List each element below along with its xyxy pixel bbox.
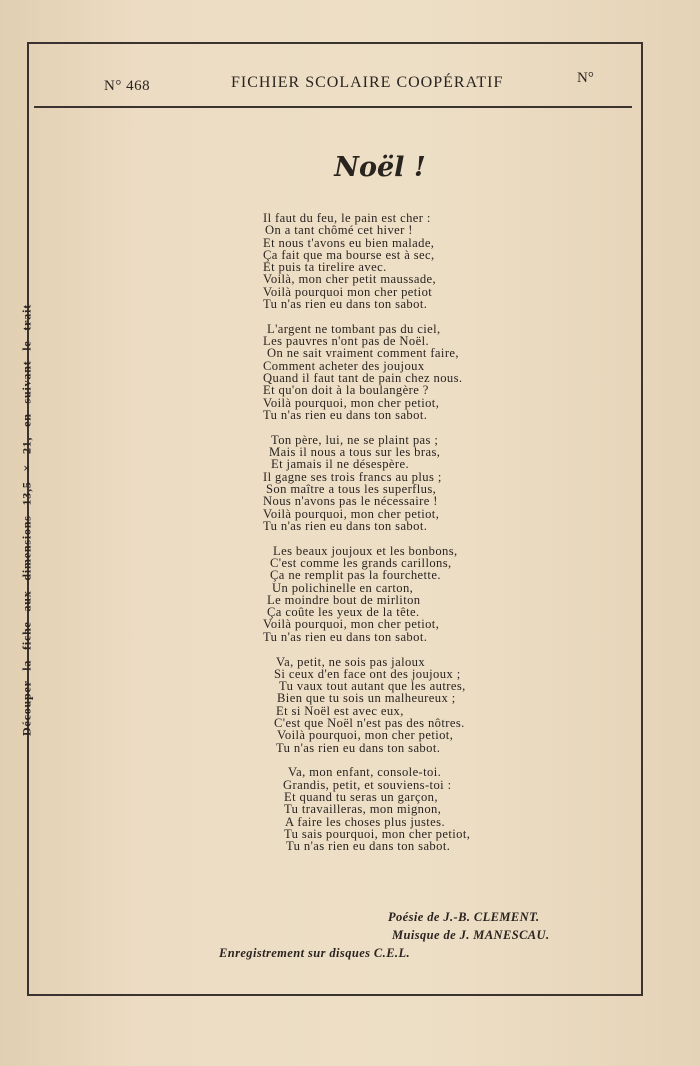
poem-line: Ça fait que ma bourse est à sec, [263,247,435,262]
poem-line: Tu vaux tout autant que les autres, [279,679,466,694]
poem-line: L'argent ne tombant pas du ciel, [267,321,441,336]
credits-block [388,908,550,944]
poem-line: Il faut du feu, le pain est cher : [263,211,431,225]
poem-line: Et qu'on doit à la boulangère ? [263,383,429,398]
poem-line: Un polichinelle en carton, [272,580,414,595]
poem-line: Comment acheter des joujoux [263,358,425,373]
poem-line: Et nous t'avons eu bien malade, [263,235,435,250]
poem-line: Ça ne remplit pas la fourchette. [270,568,441,583]
poem-line: Voilà, mon cher petit maussade, [263,272,437,287]
poem-line: Grandis, petit, et souviens-toi : [283,777,452,792]
poem-line: Tu n'as rien eu dans ton sabot. [263,407,428,422]
poem-line: Mais il nous a tous sur les bras, [269,445,441,460]
poem-line: Tu sais pourquoi, mon cher petiot, [284,826,471,841]
stanza [263,212,563,310]
poem-line: Ton père, lui, ne se plaint pas ; [271,432,439,447]
poem-line: Ça coûte les yeux de la tête. [267,605,420,620]
poem-line: C'est comme les grands carillons, [270,555,452,570]
poem-line: Tu n'as rien eu dans ton sabot. [263,629,428,644]
poem-line: Les beaux joujoux et les bonbons, [273,543,458,558]
poem-line: Voilà pourquoi, mon cher petiot, [263,395,440,410]
poem-line: C'est que Noël n'est pas des nôtres. [274,715,465,730]
poem-line: Bien que tu sois un malheureux ; [277,691,456,706]
poem-line: Tu n'as rien eu dans ton sabot. [286,839,451,854]
poem-line: Il gagne ses trois francs au plus ; [263,469,442,484]
poem-line: Et puis ta tirelire avec. [263,260,387,275]
stanza [263,434,563,532]
card-number: N° 468 [104,78,151,94]
cutting-instruction: Découper la fiche aux dimensions 13,5 × 21, en suivant le trait [19,303,34,737]
poem-line: Va, petit, ne sois pas jaloux [276,654,426,669]
stanza [263,545,563,643]
stanza [263,323,563,421]
poem-line: Tu n'as rien eu dans ton sabot. [263,297,428,312]
poem-line: Le moindre bout de mirliton [267,592,421,607]
poem-line: Son maître a tous les superflus, [266,481,437,496]
poem-line: Voilà pourquoi mon cher petiot [263,284,433,299]
poem-line: Les pauvres n'ont pas de Noël. [263,334,430,349]
poem-line: Voilà pourquoi, mon cher petiot, [277,728,454,743]
poem-line: Quand il faut tant de pain chez nous. [263,371,463,386]
poem-line: On a tant chômé cet hiver ! [265,223,413,238]
poem-line: Et quand tu seras un garçon, [284,789,438,804]
poem-line: Si ceux d'en face ont des joujoux ; [274,666,461,681]
poem-line: Tu n'as rien eu dans ton sabot. [276,740,441,755]
publication-title: FICHIER SCOLAIRE COOPÉRATIF [231,74,504,91]
poem-line: Et si Noël est avec eux, [276,703,404,718]
poem-line: Nous n'avons pas le nécessaire ! [263,494,438,509]
poem-line: On ne sait vraiment comment faire, [267,346,459,361]
recording-credit: Enregistrement sur disques C.E.L. [219,946,411,960]
stanza [263,766,563,852]
music-credit: Muisque de J. MANESCAU. [392,928,550,942]
poem-line: Et jamais il ne désespère. [271,457,410,472]
poem-line: Tu travailleras, mon mignon, [284,802,442,817]
poem-line: Tu n'as rien eu dans ton sabot. [263,518,428,533]
stanza [263,656,563,754]
header-divider [34,106,632,108]
poem-body [263,212,563,865]
poetry-credit: Poésie de J.-B. CLEMENT. [388,910,540,924]
poem-line: Va, mon enfant, console-toi. [288,765,442,780]
poem-title: Noël ! [334,152,426,183]
poem-line: A faire les choses plus justes. [285,814,446,829]
card-number-blank: N° [577,70,594,86]
poem-line: Voilà pourquoi, mon cher petiot, [263,617,440,632]
poem-line: Voilà pourquoi, mon cher petiot, [263,506,440,521]
